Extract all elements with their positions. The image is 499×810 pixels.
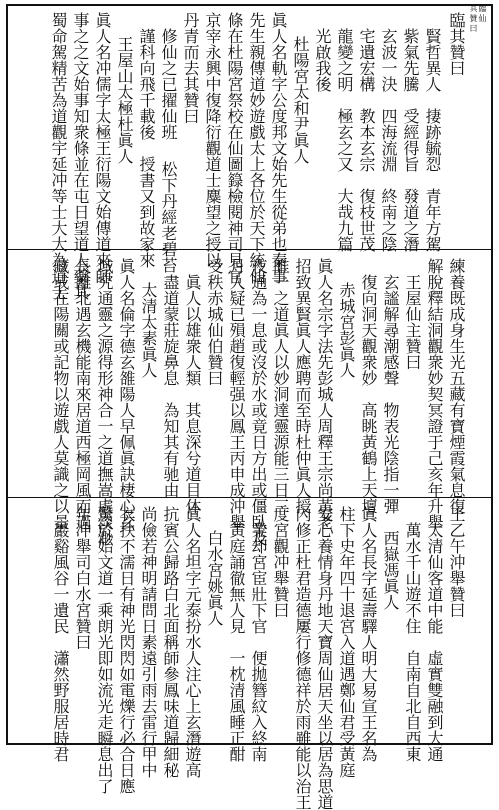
text-column: 練養既成身生光五藏有寶煙霞氣息復 bbox=[447, 258, 466, 514]
text-band-top bbox=[6, 6, 493, 300]
text-column: 臨其贊曰 bbox=[447, 12, 466, 76]
text-column: 月人疑已殞趙復輕强以鳳王丙申成沖舉 bbox=[227, 258, 246, 530]
text-column: 丹青而去其贊曰 bbox=[181, 12, 200, 124]
text-column: 紫氣先騰 受經得旨 發道之潛 bbox=[401, 28, 420, 252]
text-column: 萬水千山遊不住 自南自北自西東 bbox=[403, 522, 422, 762]
text-column: 眞人名長字延壽驛人明大易宣王名為 bbox=[359, 506, 378, 762]
text-column: 巖谿風谷一遺民 瀟然野服居時君 bbox=[51, 522, 70, 762]
text-column: 眞人名軌字公度邦文始先生從弟也秦事 bbox=[269, 12, 288, 284]
text-column: 眞人名坦字元泰扮水人注心上玄潛遊高 bbox=[183, 506, 202, 778]
text-column: 眞人名宗字法先彭城人周釋王宗尚黃老 bbox=[315, 258, 334, 530]
header-line: 其 bbox=[469, 4, 478, 12]
text-column: 先生親傳道妙遊戲太上各位於天下統仙 bbox=[247, 12, 266, 284]
text-column: 受秩赤城仙伯贊曰 bbox=[205, 258, 224, 386]
text-column: 宅遺宏構 教本玄宗 復枝世茂 bbox=[357, 28, 376, 252]
text-column: 事之之文始事知衆條並在屯日望道人藥其 bbox=[71, 12, 90, 300]
text-column: 盡道蒙莊旋鼻息 為知其有驰由 bbox=[161, 274, 180, 498]
text-column: 招致異賢眞人應聘而至時杜仲眞人授 bbox=[293, 258, 312, 514]
text-column: 眞人名冲儒字太極王衍陽文始傳道來師 bbox=[93, 12, 112, 284]
text-column: 衣扶不濡日有神光閃閃如電爍行必合日應 bbox=[117, 506, 136, 794]
text-column: 賢哲異人 捿跡毓㤠 青年方駕 bbox=[423, 28, 442, 252]
text-column: 年冲舉司白水宮贊曰 bbox=[73, 506, 92, 650]
text-column: 復向洞天觀衆妙 高眺黃鶴上天壇 bbox=[359, 274, 378, 514]
text-column: 域究通靈之源得形神合一之道撫嵩處淡渺 bbox=[95, 258, 114, 546]
text-band-bottom bbox=[6, 500, 493, 810]
text-column: 夜通為一息或沒於水或竟日方出或僵臥及 bbox=[249, 258, 268, 546]
section-heading: 赤城宮彭眞人 bbox=[337, 282, 356, 378]
text-column: 黃庭誦徹無人見 一枕清風睡正酣 bbox=[227, 522, 246, 762]
text-column: 藏或在陽關或記物以遊戲人莫識之以景 bbox=[51, 258, 70, 530]
text-column: 尚儉若神明請問日素遠引雨去雷行甲中 bbox=[139, 506, 158, 778]
text-column: 光啟我後 bbox=[313, 28, 332, 92]
text-column: 王乙午沖舉贊曰 bbox=[447, 506, 466, 618]
text-column: 王屋仙主贊曰 bbox=[403, 274, 422, 370]
text-column: 條在杜陽宮祭校在仙圖籙檢閱神司見官 bbox=[225, 12, 244, 284]
section-heading: 白水宮姚眞人 bbox=[205, 530, 224, 626]
section-heading: 太清太素眞人 bbox=[139, 282, 158, 378]
text-column: 龍變之明 極玄之又 大哉九篇 bbox=[335, 28, 354, 252]
text-column: 謹科向飛千載後 授書又到故家來 bbox=[137, 28, 156, 268]
text-column: 抗賓公歸路白北面稱師參鳳味道歸細秘 bbox=[161, 506, 180, 778]
text-column: 度宮觀冲舉贊曰 bbox=[271, 506, 290, 618]
section-heading: 王屋山太極杜眞人 bbox=[115, 36, 134, 164]
section-heading: 杜陽宮太和尹眞人 bbox=[291, 36, 310, 164]
text-column: 玄謐解尋潮感聲 物表光陰指一彈 bbox=[381, 274, 400, 514]
header-line: 臨 bbox=[478, 4, 487, 12]
text-column: 驚於始文道一乘朗光即如流光走瞬息出了 bbox=[95, 506, 114, 794]
header-line: 曰 bbox=[469, 24, 478, 32]
header-line: 贊 bbox=[469, 14, 478, 22]
text-column: 眞人名倫字德玄雒陽人早佩眞訣棲心玄 bbox=[117, 258, 136, 530]
text-column: 京宰永興中復降衍觀道士麋望之授以 bbox=[203, 12, 222, 268]
text-column: 修仙之已擢仙班 松下丹經老碧苔 bbox=[159, 28, 178, 274]
text-column: 眞人以雄衆人類 其息深兮道目休 bbox=[183, 274, 202, 514]
text-column: 安心養情身丹地天寶周仙居天坐以居為思道 bbox=[315, 506, 334, 810]
text-column: 長離北遇玄機能南來居道西極岡風而過 bbox=[73, 258, 92, 530]
text-column: 玄波一決 四海流淵 終南之陰 bbox=[379, 28, 398, 252]
text-column: 解脫釋結洞觀衆妙契冥證于己亥年升舉 bbox=[425, 258, 444, 530]
text-column: 蜀命駕精苦為道觀宇延冲等士大大為道士 bbox=[49, 12, 68, 300]
text-column: 太清仙客道中能 虛實雙融到大通 bbox=[425, 522, 444, 762]
section-heading: 西嶽馮眞人 bbox=[381, 530, 400, 610]
text-column: 內修正杜君造德屢行修德祥於雨雖能以治王 bbox=[293, 506, 312, 810]
header-line: 仙 bbox=[478, 14, 487, 22]
text-column: 柱下史年四十退宮入道遇鄭仙君受黃庭 bbox=[337, 506, 356, 778]
text-band-middle bbox=[6, 252, 493, 546]
text-column: 睢一之道眞人以妙洞達靈源能三日三 bbox=[271, 258, 290, 514]
text-column: 業却宮宦壯下官 便拋簪紋入終南 bbox=[249, 522, 268, 762]
